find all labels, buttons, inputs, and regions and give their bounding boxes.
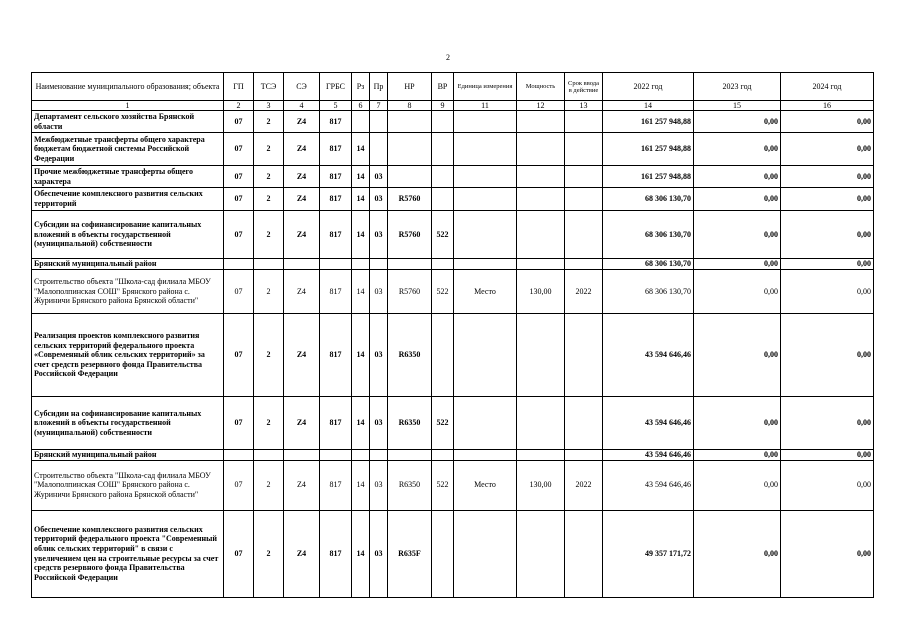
budget-table: [31, 72, 874, 598]
table-cell: [517, 397, 565, 450]
table-cell: [517, 111, 565, 133]
table-cell: 0,00: [781, 270, 874, 314]
column-number: 6: [352, 101, 370, 111]
table-row: [32, 166, 874, 188]
header-cell: Единица измерения: [454, 73, 517, 101]
table-cell: Z4: [284, 111, 320, 133]
table-cell: 0,00: [781, 111, 874, 133]
table-cell: [517, 510, 565, 597]
table-cell: 2: [254, 133, 284, 166]
table-cell: 0,00: [694, 314, 781, 397]
row-name-cell: Брянский муниципальный район: [32, 259, 224, 270]
header-cell: ГРБС: [320, 73, 352, 101]
table-cell: 0,00: [694, 270, 781, 314]
table-cell: 817: [320, 211, 352, 259]
table-cell: [565, 133, 603, 166]
column-number: 14: [603, 101, 694, 111]
table-cell: [565, 450, 603, 461]
header-cell: 2024 год: [781, 73, 874, 101]
header-cell: 2022 год: [603, 73, 694, 101]
table-cell: 0,00: [781, 314, 874, 397]
column-number: 3: [254, 101, 284, 111]
row-name-cell: Строительство объекта "Школа-сад филиала МБОУ "Малополпинская СОШ" Брянского района с. Журиничи Брянского района Брянской области": [32, 460, 224, 510]
table-cell: 14: [352, 460, 370, 510]
table-cell: 0,00: [781, 259, 874, 270]
table-cell: Место: [454, 460, 517, 510]
table-cell: [370, 259, 388, 270]
table-cell: 0,00: [694, 510, 781, 597]
table-cell: 817: [320, 314, 352, 397]
row-name-cell: Субсидии на софинансирование капитальных вложений в объекты государственной (муниципальной) собственности: [32, 397, 224, 450]
table-cell: 14: [352, 510, 370, 597]
table-cell: 03: [370, 460, 388, 510]
table-cell: [565, 188, 603, 211]
table-cell: Z4: [284, 211, 320, 259]
table-cell: 817: [320, 460, 352, 510]
table-cell: 0,00: [694, 111, 781, 133]
header-cell: Рз: [352, 73, 370, 101]
row-name-cell: Обеспечение комплексного развития сельских территорий: [32, 188, 224, 211]
table-cell: R6350: [388, 314, 432, 397]
table-cell: 03: [370, 270, 388, 314]
column-number: 15: [694, 101, 781, 111]
table-cell: 817: [320, 166, 352, 188]
column-number: 11: [454, 101, 517, 111]
table-cell: 2022: [565, 270, 603, 314]
table-cell: [320, 259, 352, 270]
table-cell: [388, 166, 432, 188]
header-row: [32, 73, 874, 101]
table-cell: [517, 450, 565, 461]
table-cell: [565, 314, 603, 397]
header-cell: 2023 год: [694, 73, 781, 101]
table-cell: [454, 188, 517, 211]
table-cell: [454, 211, 517, 259]
table-cell: 07: [224, 510, 254, 597]
table-cell: [388, 111, 432, 133]
table-cell: [454, 166, 517, 188]
table-cell: [254, 450, 284, 461]
table-cell: 07: [224, 188, 254, 211]
table-cell: 14: [352, 188, 370, 211]
table-cell: 07: [224, 166, 254, 188]
table-cell: [388, 450, 432, 461]
table-row: [32, 211, 874, 259]
table-cell: R6350: [388, 460, 432, 510]
table-cell: [517, 314, 565, 397]
table-cell: [432, 133, 454, 166]
page-number: 2: [446, 53, 450, 62]
table-cell: [432, 450, 454, 461]
table-cell: 0,00: [781, 133, 874, 166]
table-cell: [352, 111, 370, 133]
table-cell: [284, 259, 320, 270]
table-cell: 03: [370, 211, 388, 259]
header-cell: ТСЭ: [254, 73, 284, 101]
table-cell: 07: [224, 397, 254, 450]
table-row: [32, 188, 874, 211]
table-cell: [565, 259, 603, 270]
row-name-cell: Обеспечение комплексного развития сельских территорий федерального проекта "Современный облик сельских территорий" в связи с увеличением цен на строительные ресурсы за счет средств резервного фонда Правительства Российской Федерации: [32, 510, 224, 597]
table-cell: Z4: [284, 133, 320, 166]
table-cell: [388, 133, 432, 166]
table-cell: 522: [432, 397, 454, 450]
table-cell: 2: [254, 211, 284, 259]
table-cell: 43 594 646,46: [603, 450, 694, 461]
header-cell: Наименование муниципального образования; объекта: [32, 73, 224, 101]
column-number: 9: [432, 101, 454, 111]
table-cell: R6350: [388, 397, 432, 450]
table-cell: 14: [352, 314, 370, 397]
table-cell: 43 594 646,46: [603, 460, 694, 510]
table-cell: 07: [224, 211, 254, 259]
table-cell: [565, 397, 603, 450]
table-cell: 0,00: [694, 460, 781, 510]
table-row: [32, 450, 874, 461]
table-cell: [370, 450, 388, 461]
table-cell: 43 594 646,46: [603, 397, 694, 450]
header-cell: Срок ввода в действие: [565, 73, 603, 101]
table-cell: [432, 188, 454, 211]
table-cell: R5760: [388, 188, 432, 211]
table-cell: [352, 450, 370, 461]
table-cell: 0,00: [694, 450, 781, 461]
table-cell: 2: [254, 397, 284, 450]
header-cell: ГП: [224, 73, 254, 101]
table-cell: [454, 397, 517, 450]
row-name-cell: Брянский муниципальный район: [32, 450, 224, 461]
table-body: [32, 111, 874, 598]
table-cell: [432, 510, 454, 597]
column-number: 8: [388, 101, 432, 111]
table-cell: [320, 450, 352, 461]
table-cell: [284, 450, 320, 461]
table-cell: 817: [320, 188, 352, 211]
table-cell: 43 594 646,46: [603, 314, 694, 397]
header-cell: НР: [388, 73, 432, 101]
table-cell: Z4: [284, 188, 320, 211]
table-cell: [432, 314, 454, 397]
table-cell: [517, 188, 565, 211]
table-cell: 07: [224, 314, 254, 397]
table-cell: 161 257 948,88: [603, 111, 694, 133]
table-cell: 817: [320, 510, 352, 597]
table-cell: Z4: [284, 460, 320, 510]
table-cell: R635F: [388, 510, 432, 597]
column-number: 5: [320, 101, 352, 111]
table-cell: 2022: [565, 460, 603, 510]
table-cell: 03: [370, 397, 388, 450]
table-cell: 68 306 130,70: [603, 270, 694, 314]
table-cell: [224, 259, 254, 270]
table-cell: 2: [254, 166, 284, 188]
row-name-cell: Департамент сельского хозяйства Брянской области: [32, 111, 224, 133]
table-cell: 0,00: [781, 460, 874, 510]
table-cell: 130,00: [517, 460, 565, 510]
table-row: [32, 460, 874, 510]
table-cell: 522: [432, 460, 454, 510]
column-number: 7: [370, 101, 388, 111]
row-name-cell: Строительство объекта "Школа-сад филиала МБОУ "Малополпинская СОШ" Брянского района с. Журиничи Брянского района Брянской области": [32, 270, 224, 314]
table-cell: 522: [432, 270, 454, 314]
table-cell: [454, 314, 517, 397]
header-cell: ВР: [432, 73, 454, 101]
table-cell: [565, 166, 603, 188]
table-cell: 0,00: [694, 211, 781, 259]
column-number: 1: [32, 101, 224, 111]
table-cell: 0,00: [781, 450, 874, 461]
row-name-cell: Прочие межбюджетные трансферты общего характера: [32, 166, 224, 188]
table-cell: [454, 510, 517, 597]
table-cell: [454, 259, 517, 270]
table-cell: 14: [352, 397, 370, 450]
table-cell: 07: [224, 270, 254, 314]
header-cell: Мощность: [517, 73, 565, 101]
table-cell: [224, 450, 254, 461]
table-cell: 03: [370, 314, 388, 397]
table-cell: 0,00: [781, 397, 874, 450]
table-cell: 68 306 130,70: [603, 188, 694, 211]
row-name-cell: Межбюджетные трансферты общего характера бюджетам бюджетной системы Российской Федерации: [32, 133, 224, 166]
table-cell: 0,00: [781, 188, 874, 211]
table-cell: 07: [224, 460, 254, 510]
table-cell: [517, 259, 565, 270]
table-cell: 0,00: [694, 188, 781, 211]
table-cell: 0,00: [694, 397, 781, 450]
table-row: [32, 510, 874, 597]
table-cell: [454, 450, 517, 461]
table-cell: 68 306 130,70: [603, 211, 694, 259]
table-cell: 0,00: [694, 166, 781, 188]
header-cell: СЭ: [284, 73, 320, 101]
table-cell: 2: [254, 188, 284, 211]
table-cell: [517, 211, 565, 259]
table-cell: Z4: [284, 270, 320, 314]
table-cell: 14: [352, 211, 370, 259]
table-cell: [565, 111, 603, 133]
table-cell: 0,00: [781, 211, 874, 259]
column-number: 2: [224, 101, 254, 111]
table-cell: 03: [370, 166, 388, 188]
table-cell: 817: [320, 270, 352, 314]
column-number: 4: [284, 101, 320, 111]
table-cell: 817: [320, 111, 352, 133]
table-cell: 49 357 171,72: [603, 510, 694, 597]
table-row: [32, 133, 874, 166]
table-cell: [454, 133, 517, 166]
table-cell: 0,00: [694, 133, 781, 166]
table-row: [32, 259, 874, 270]
table-cell: 68 306 130,70: [603, 259, 694, 270]
row-name-cell: Субсидии на софинансирование капитальных вложений в объекты государственной (муниципальной) собственности: [32, 211, 224, 259]
table-cell: 2: [254, 111, 284, 133]
table-cell: [370, 133, 388, 166]
table-cell: 07: [224, 111, 254, 133]
table-cell: 2: [254, 314, 284, 397]
column-number: 16: [781, 101, 874, 111]
table-cell: [370, 111, 388, 133]
table-cell: 2: [254, 510, 284, 597]
table-cell: Место: [454, 270, 517, 314]
table-cell: Z4: [284, 314, 320, 397]
table-cell: R5760: [388, 211, 432, 259]
table-cell: R5760: [388, 270, 432, 314]
table-cell: 0,00: [694, 259, 781, 270]
column-number-row: [32, 101, 874, 111]
table-cell: [565, 510, 603, 597]
table-cell: [432, 259, 454, 270]
column-number: 13: [565, 101, 603, 111]
table-cell: 161 257 948,88: [603, 133, 694, 166]
table-cell: 07: [224, 133, 254, 166]
table-cell: 161 257 948,88: [603, 166, 694, 188]
table-row: [32, 111, 874, 133]
table-cell: Z4: [284, 510, 320, 597]
table-cell: 2: [254, 270, 284, 314]
table-cell: 0,00: [781, 510, 874, 597]
row-name-cell: Реализация проектов комплексного развития сельских территорий федерального проекта «Современный облик сельских территорий» за счет средств резервного фонда Правительства Российской Федерации: [32, 314, 224, 397]
table-row: [32, 270, 874, 314]
table-cell: 03: [370, 510, 388, 597]
table-cell: 130,00: [517, 270, 565, 314]
table-cell: 14: [352, 133, 370, 166]
header-cell: Пр: [370, 73, 388, 101]
table-cell: Z4: [284, 397, 320, 450]
table-cell: 03: [370, 188, 388, 211]
table-row: [32, 397, 874, 450]
table-cell: 0,00: [781, 166, 874, 188]
table-cell: [388, 259, 432, 270]
table-cell: [517, 133, 565, 166]
table-cell: 14: [352, 270, 370, 314]
table-cell: 14: [352, 166, 370, 188]
table-cell: 817: [320, 397, 352, 450]
table-cell: Z4: [284, 166, 320, 188]
table-cell: [352, 259, 370, 270]
column-number: 12: [517, 101, 565, 111]
table-cell: 522: [432, 211, 454, 259]
table-row: [32, 314, 874, 397]
table-cell: [454, 111, 517, 133]
table-cell: [432, 166, 454, 188]
table-cell: 817: [320, 133, 352, 166]
table-cell: 2: [254, 460, 284, 510]
table-cell: [432, 111, 454, 133]
table-cell: [517, 166, 565, 188]
table-cell: [565, 211, 603, 259]
table-cell: [254, 259, 284, 270]
